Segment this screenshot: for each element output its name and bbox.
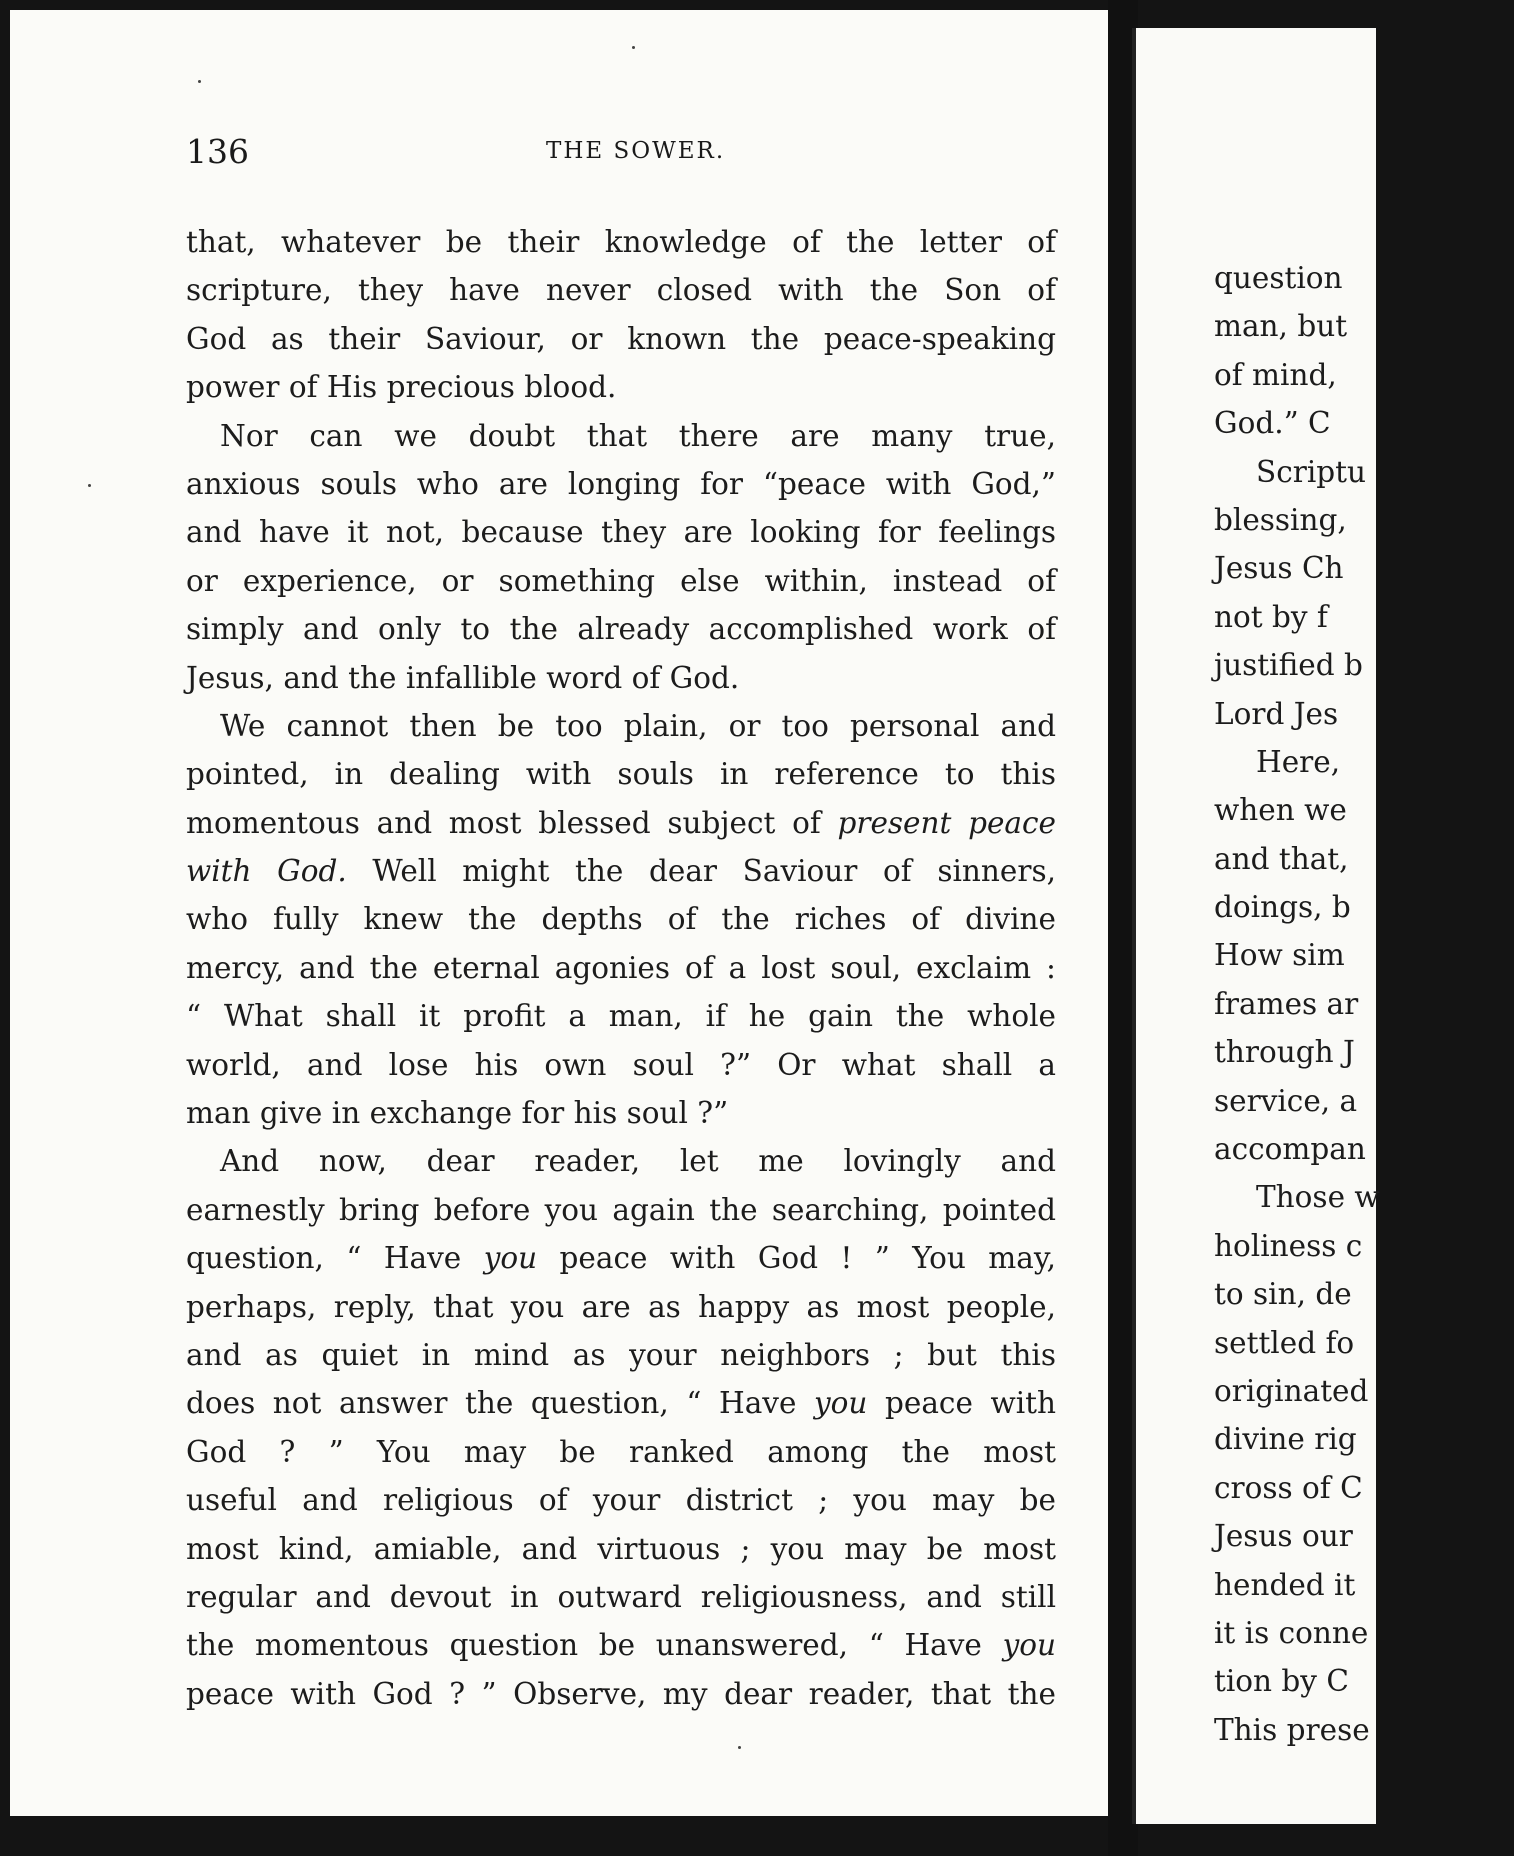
text-run: Jesus, and the infallible word of God.: [186, 660, 740, 695]
text-line: [186, 605, 1056, 653]
running-title: THE SOWER.: [546, 138, 726, 164]
page-header: [186, 132, 1056, 172]
text-line: [186, 1621, 1056, 1669]
cropped-text-line: man, but: [1214, 309, 1348, 344]
cropped-text-line: cross of C: [1214, 1470, 1363, 1505]
text-line: [186, 847, 1056, 895]
cropped-text-line: to sin, de: [1214, 1277, 1352, 1312]
italic-text: present peace: [837, 805, 1056, 840]
cropped-text-line: it is conne: [1214, 1615, 1369, 1650]
text-run: question, “ Have: [186, 1241, 462, 1276]
right-page-body-text: [1214, 254, 1514, 1754]
cropped-text-line: justified b: [1214, 648, 1363, 683]
cropped-text-line: Scriptu: [1256, 454, 1367, 489]
cropped-text-line: accompan: [1214, 1132, 1366, 1167]
text-run: simply and only to the already accomplished work of: [186, 612, 1056, 647]
cropped-text-line: of mind,: [1214, 357, 1337, 392]
text-run: peace with: [885, 1386, 1056, 1421]
cropped-text-line: Here,: [1256, 744, 1341, 779]
text-line: [186, 1137, 1056, 1185]
text-line: [186, 1670, 1056, 1718]
text-line: [186, 1428, 1056, 1476]
text-run: We cannot then be too plain, or too personal and: [220, 708, 1056, 743]
text-run: world, and lose his own soul ?” Or what shall a: [186, 1047, 1056, 1082]
cropped-text-line: tion by C: [1214, 1664, 1349, 1699]
cropped-text-line: How sim: [1214, 938, 1345, 973]
cropped-text-line: through J: [1214, 1035, 1355, 1070]
text-line: [186, 460, 1056, 508]
text-run: that, whatever be their knowledge of the letter of: [186, 225, 1056, 259]
text-line: [186, 218, 1056, 266]
text-line: [186, 799, 1056, 847]
text-line: [186, 895, 1056, 943]
text-run: “ What shall it profit a man, if he gain the whole: [186, 999, 1056, 1034]
text-run: most kind, amiable, and virtuous ; you may be most: [186, 1531, 1056, 1566]
cropped-text-line: Lord Jes: [1214, 696, 1339, 731]
text-run: scripture, they have never closed with the Son of: [186, 273, 1056, 308]
cropped-text-line: Jesus Ch: [1214, 551, 1344, 586]
text-line: [186, 702, 1056, 750]
text-line: [186, 412, 1056, 460]
text-run: peace with God ? ” Observe, my dear reader, that the: [186, 1676, 1056, 1711]
text-run: perhaps, reply, that you are as happy as most people,: [186, 1289, 1056, 1324]
text-line: [186, 315, 1056, 363]
text-line: [186, 944, 1056, 992]
text-run: who fully knew the depths of the riches of divine: [186, 902, 1056, 937]
text-line: [186, 1331, 1056, 1379]
text-run: peace with God ! ” You may,: [559, 1241, 1056, 1276]
text-run: Well might the dear Saviour of sinners,: [372, 854, 1056, 889]
cropped-text-line: divine rig: [1214, 1422, 1357, 1457]
cropped-text-line: frames ar: [1214, 986, 1359, 1021]
italic-text: you: [814, 1386, 868, 1421]
text-line: [186, 557, 1056, 605]
text-run: or experience, or something else within, instead of: [186, 563, 1056, 598]
cropped-text-line: when we: [1214, 793, 1347, 828]
text-run: God ? ” You may be ranked among the most: [186, 1434, 1056, 1469]
scan-speck: [632, 46, 635, 49]
text-run: anxious souls who are longing for “peace with God,”: [186, 466, 1056, 501]
text-run: regular and devout in outward religiousness, and still: [186, 1579, 1056, 1614]
scan-speck: [88, 484, 91, 487]
text-line: [186, 1089, 1056, 1137]
italic-text: with God.: [186, 854, 347, 889]
text-run: does not answer the question, “ Have: [186, 1386, 797, 1421]
text-run: And now, dear reader, let me lovingly and: [220, 1144, 1056, 1179]
cropped-text-line: Those w: [1256, 1180, 1380, 1215]
text-line: [186, 992, 1056, 1040]
cropped-text-line: Jesus our: [1214, 1519, 1353, 1554]
cropped-text-line: and that,: [1214, 841, 1349, 876]
text-run: Nor can we doubt that there are many true,: [220, 418, 1056, 453]
text-line: [186, 1525, 1056, 1573]
text-run: momentous and most blessed subject of: [186, 805, 821, 840]
text-line: [186, 654, 1056, 702]
text-line: [186, 1186, 1056, 1234]
text-run: and as quiet in mind as your neighbors ; but this: [186, 1337, 1056, 1372]
cropped-text-line: hended it: [1214, 1567, 1356, 1602]
cropped-text-line: originated: [1214, 1373, 1369, 1408]
text-run: mercy, and the eternal agonies of a lost soul, exclaim :: [186, 950, 1056, 985]
scan-speck: [198, 80, 201, 83]
text-line: [186, 266, 1056, 314]
cropped-text-line: doings, b: [1214, 890, 1351, 925]
text-run: earnestly bring before you again the searching, pointed: [186, 1192, 1056, 1227]
italic-text: you: [1002, 1628, 1056, 1663]
text-line: [186, 1041, 1056, 1089]
page-number: 136: [186, 132, 249, 171]
text-run: God as their Saviour, or known the peace-speaking: [186, 321, 1056, 356]
cropped-text-line: service, a: [1214, 1083, 1358, 1118]
text-line: [186, 1379, 1056, 1427]
text-line: [186, 1476, 1056, 1524]
text-run: power of His precious blood.: [186, 370, 617, 405]
text-line: [186, 750, 1056, 798]
text-line: [186, 508, 1056, 556]
text-line: [186, 363, 1056, 411]
cropped-text-line: not by f: [1214, 599, 1328, 634]
text-line: [186, 1283, 1056, 1331]
right-page: [1132, 28, 1380, 1824]
text-run: the momentous question be unanswered, “ Have: [186, 1628, 982, 1663]
scan-speck: [738, 1746, 741, 1749]
text-line: [186, 1234, 1056, 1282]
cropped-text-line: This prese: [1214, 1712, 1370, 1747]
text-run: pointed, in dealing with souls in reference to this: [186, 757, 1056, 792]
left-page-body-text: [186, 218, 1056, 1718]
text-line: [186, 1573, 1056, 1621]
cropped-text-line: holiness c: [1214, 1228, 1363, 1263]
cropped-text-line: question: [1214, 261, 1343, 295]
italic-text: you: [483, 1241, 538, 1276]
cropped-text-line: settled fo: [1214, 1325, 1355, 1360]
text-run: useful and religious of your district ; you may be: [186, 1483, 1056, 1518]
cropped-text-line: blessing,: [1214, 502, 1347, 537]
cropped-text-line: God.” C: [1214, 406, 1331, 441]
text-run: and have it not, because they are looking for feelings: [186, 515, 1056, 550]
text-run: man give in exchange for his soul ?”: [186, 1096, 729, 1131]
